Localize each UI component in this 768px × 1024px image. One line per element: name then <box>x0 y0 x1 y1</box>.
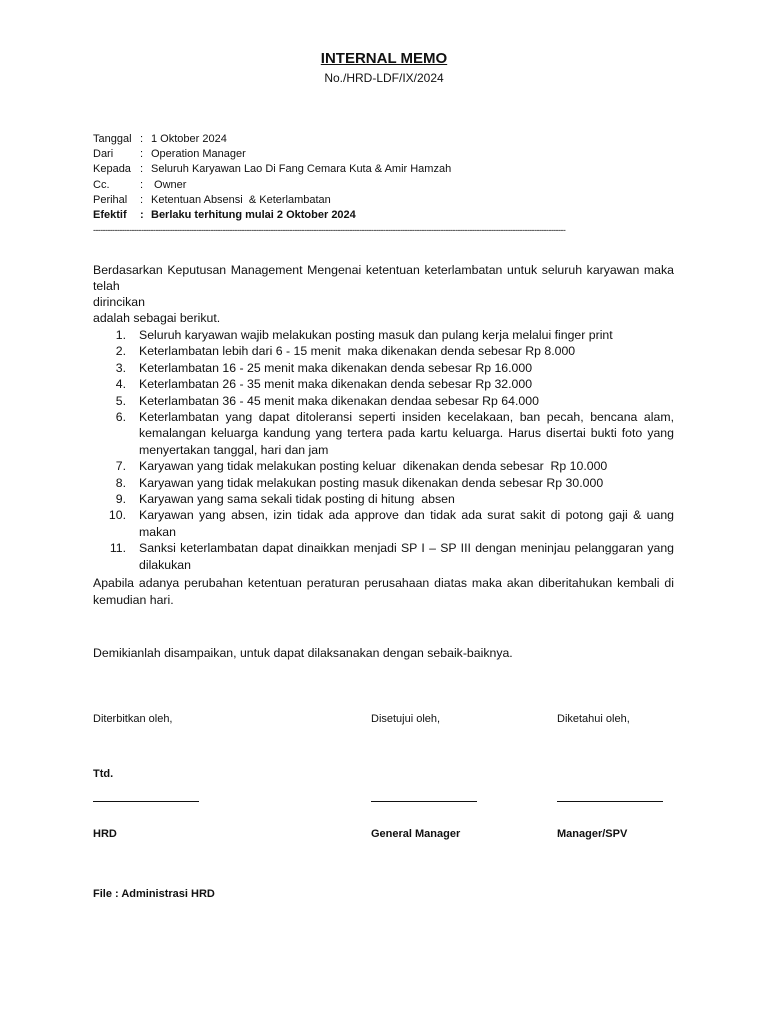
header-key: Dari <box>93 148 114 161</box>
signature-label: Disetujui oleh, <box>371 713 441 725</box>
list-item <box>93 491 674 507</box>
list-number: 9. <box>115 492 126 507</box>
intro-line: adalah sebagai berikut. <box>93 311 221 325</box>
list-text: Karyawan yang tidak melakukan posting keluar dikenakan denda sebesar Rp 10.000 <box>139 459 608 474</box>
list-number: 5. <box>115 393 126 408</box>
list-text: Karyawan yang sama sekali tidak posting di hitung absen <box>139 492 455 507</box>
header-value: Seluruh Karyawan Lao Di Fang Cemara Kuta & Amir Hamzah <box>151 163 452 176</box>
list-number: 10. <box>108 508 126 523</box>
list-number: 8. <box>115 475 126 490</box>
list-item <box>93 360 674 376</box>
header-separator: : <box>140 163 144 176</box>
signature-role: General Manager <box>371 828 461 840</box>
list-text: Keterlambatan 36 - 45 menit maka dikenakan dendaa sebesar Rp 64.000 <box>139 393 539 408</box>
list-text: Seluruh karyawan wajib melakukan posting masuk dan pulang kerja melalui finger print <box>139 328 613 342</box>
list-text: Keterlambatan 16 - 25 menit maka dikenakan denda sebesar Rp 16.000 <box>139 360 533 375</box>
ttd-label: Ttd. <box>93 768 114 780</box>
list-item <box>93 376 674 392</box>
list-text: Keterlambatan lebih dari 6 - 15 menit maka dikenakan denda sebesar Rp 8.000 <box>139 344 576 359</box>
header-row-cc <box>93 178 693 193</box>
list-number: 4. <box>115 377 126 392</box>
list-item <box>93 540 674 573</box>
signature-line <box>93 801 199 802</box>
header-separator: : <box>140 193 144 206</box>
memo-title: INTERNAL MEMO <box>320 50 448 67</box>
header-row-to <box>93 162 693 177</box>
header-value: Berlaku terhitung mulai 2 Oktober 2024 <box>151 209 356 222</box>
header-key: Kepada <box>93 163 131 176</box>
list-number: 11. <box>109 541 126 556</box>
header-key: Tanggal <box>93 133 132 145</box>
signature-label: Diterbitkan oleh, <box>93 713 173 725</box>
signature-role: Manager/SPV <box>557 828 628 840</box>
signature-line <box>557 801 663 802</box>
list-number: 2. <box>115 344 126 359</box>
header-value: 1 Oktober 2024 <box>151 133 227 145</box>
header-row-effective <box>93 208 693 223</box>
header-key: Cc. <box>93 178 110 191</box>
memo-header-table <box>93 132 693 223</box>
closing-statement: Demikianlah disampaikan, untuk dapat dilaksanakan dengan sebaik-baiknya. <box>93 646 513 660</box>
intro-line: dirincikan <box>93 295 145 309</box>
header-value: Owner <box>151 178 187 191</box>
header-row-subject <box>93 193 693 208</box>
list-item <box>93 507 674 540</box>
list-text: Keterlambatan yang dapat ditoleransi seperti insiden kecelakaan, ban pecah, bencana alam, kemalangan keluarga kandung yang tertera pada kartu keluarga. Harus disertai bukti foto yang menyertakan tanggal, hari dan jam <box>139 410 674 457</box>
file-note: File : Administrasi HRD <box>93 888 215 900</box>
list-item <box>93 409 674 458</box>
header-separator: : <box>140 133 144 145</box>
list-number: 1. <box>115 328 126 342</box>
list-item <box>93 343 674 359</box>
rules-list <box>93 327 674 573</box>
list-text: Keterlambatan 26 - 35 menit maka dikenakan denda sebesar Rp 32.000 <box>139 377 533 392</box>
signature-role: HRD <box>93 828 117 840</box>
signature-line <box>371 801 477 802</box>
list-item <box>93 393 674 409</box>
header-divider: ----------------------------------------------------------------------------------------------------------------------------------------------------------------------------------------------------- <box>93 225 566 235</box>
header-key: Efektif <box>93 209 127 222</box>
intro-line: Berdasarkan Keputusan Management Mengenai ketentuan keterlambatan untuk seluruh karyawan maka telah <box>93 263 674 293</box>
intro-paragraph <box>93 262 674 326</box>
header-row-date <box>93 132 693 147</box>
header-value: Ketentuan Absensi & Keterlambatan <box>151 193 331 206</box>
list-item <box>93 458 674 474</box>
list-text: Karyawan yang tidak melakukan posting masuk dikenakan denda sebesar Rp 30.000 <box>139 475 604 490</box>
list-text: Karyawan yang absen, izin tidak ada approve dan tidak ada surat sakit di potong gaji & uang makan <box>139 508 674 539</box>
list-text: Sanksi keterlambatan dapat dinaikkan menjadi SP I – SP III dengan meninjau pelanggaran yang dilakukan <box>139 541 674 572</box>
list-number: 7. <box>115 459 126 474</box>
list-item <box>93 327 674 343</box>
list-number: 3. <box>115 360 126 375</box>
memo-number: No./HRD-LDF/IX/2024 <box>324 71 444 85</box>
closing-paragraph: Apabila adanya perubahan ketentuan peraturan perusahaan diatas maka akan diberitahukan kembali di kemudian hari. <box>93 576 674 607</box>
signature-label: Diketahui oleh, <box>557 713 630 725</box>
header-key: Perihal <box>93 193 128 206</box>
header-separator: : <box>140 209 144 222</box>
header-separator: : <box>140 178 144 191</box>
header-separator: : <box>140 148 144 161</box>
header-value: Operation Manager <box>151 148 246 161</box>
list-item <box>93 475 674 491</box>
list-number: 6. <box>115 410 126 425</box>
header-row-from <box>93 147 693 162</box>
